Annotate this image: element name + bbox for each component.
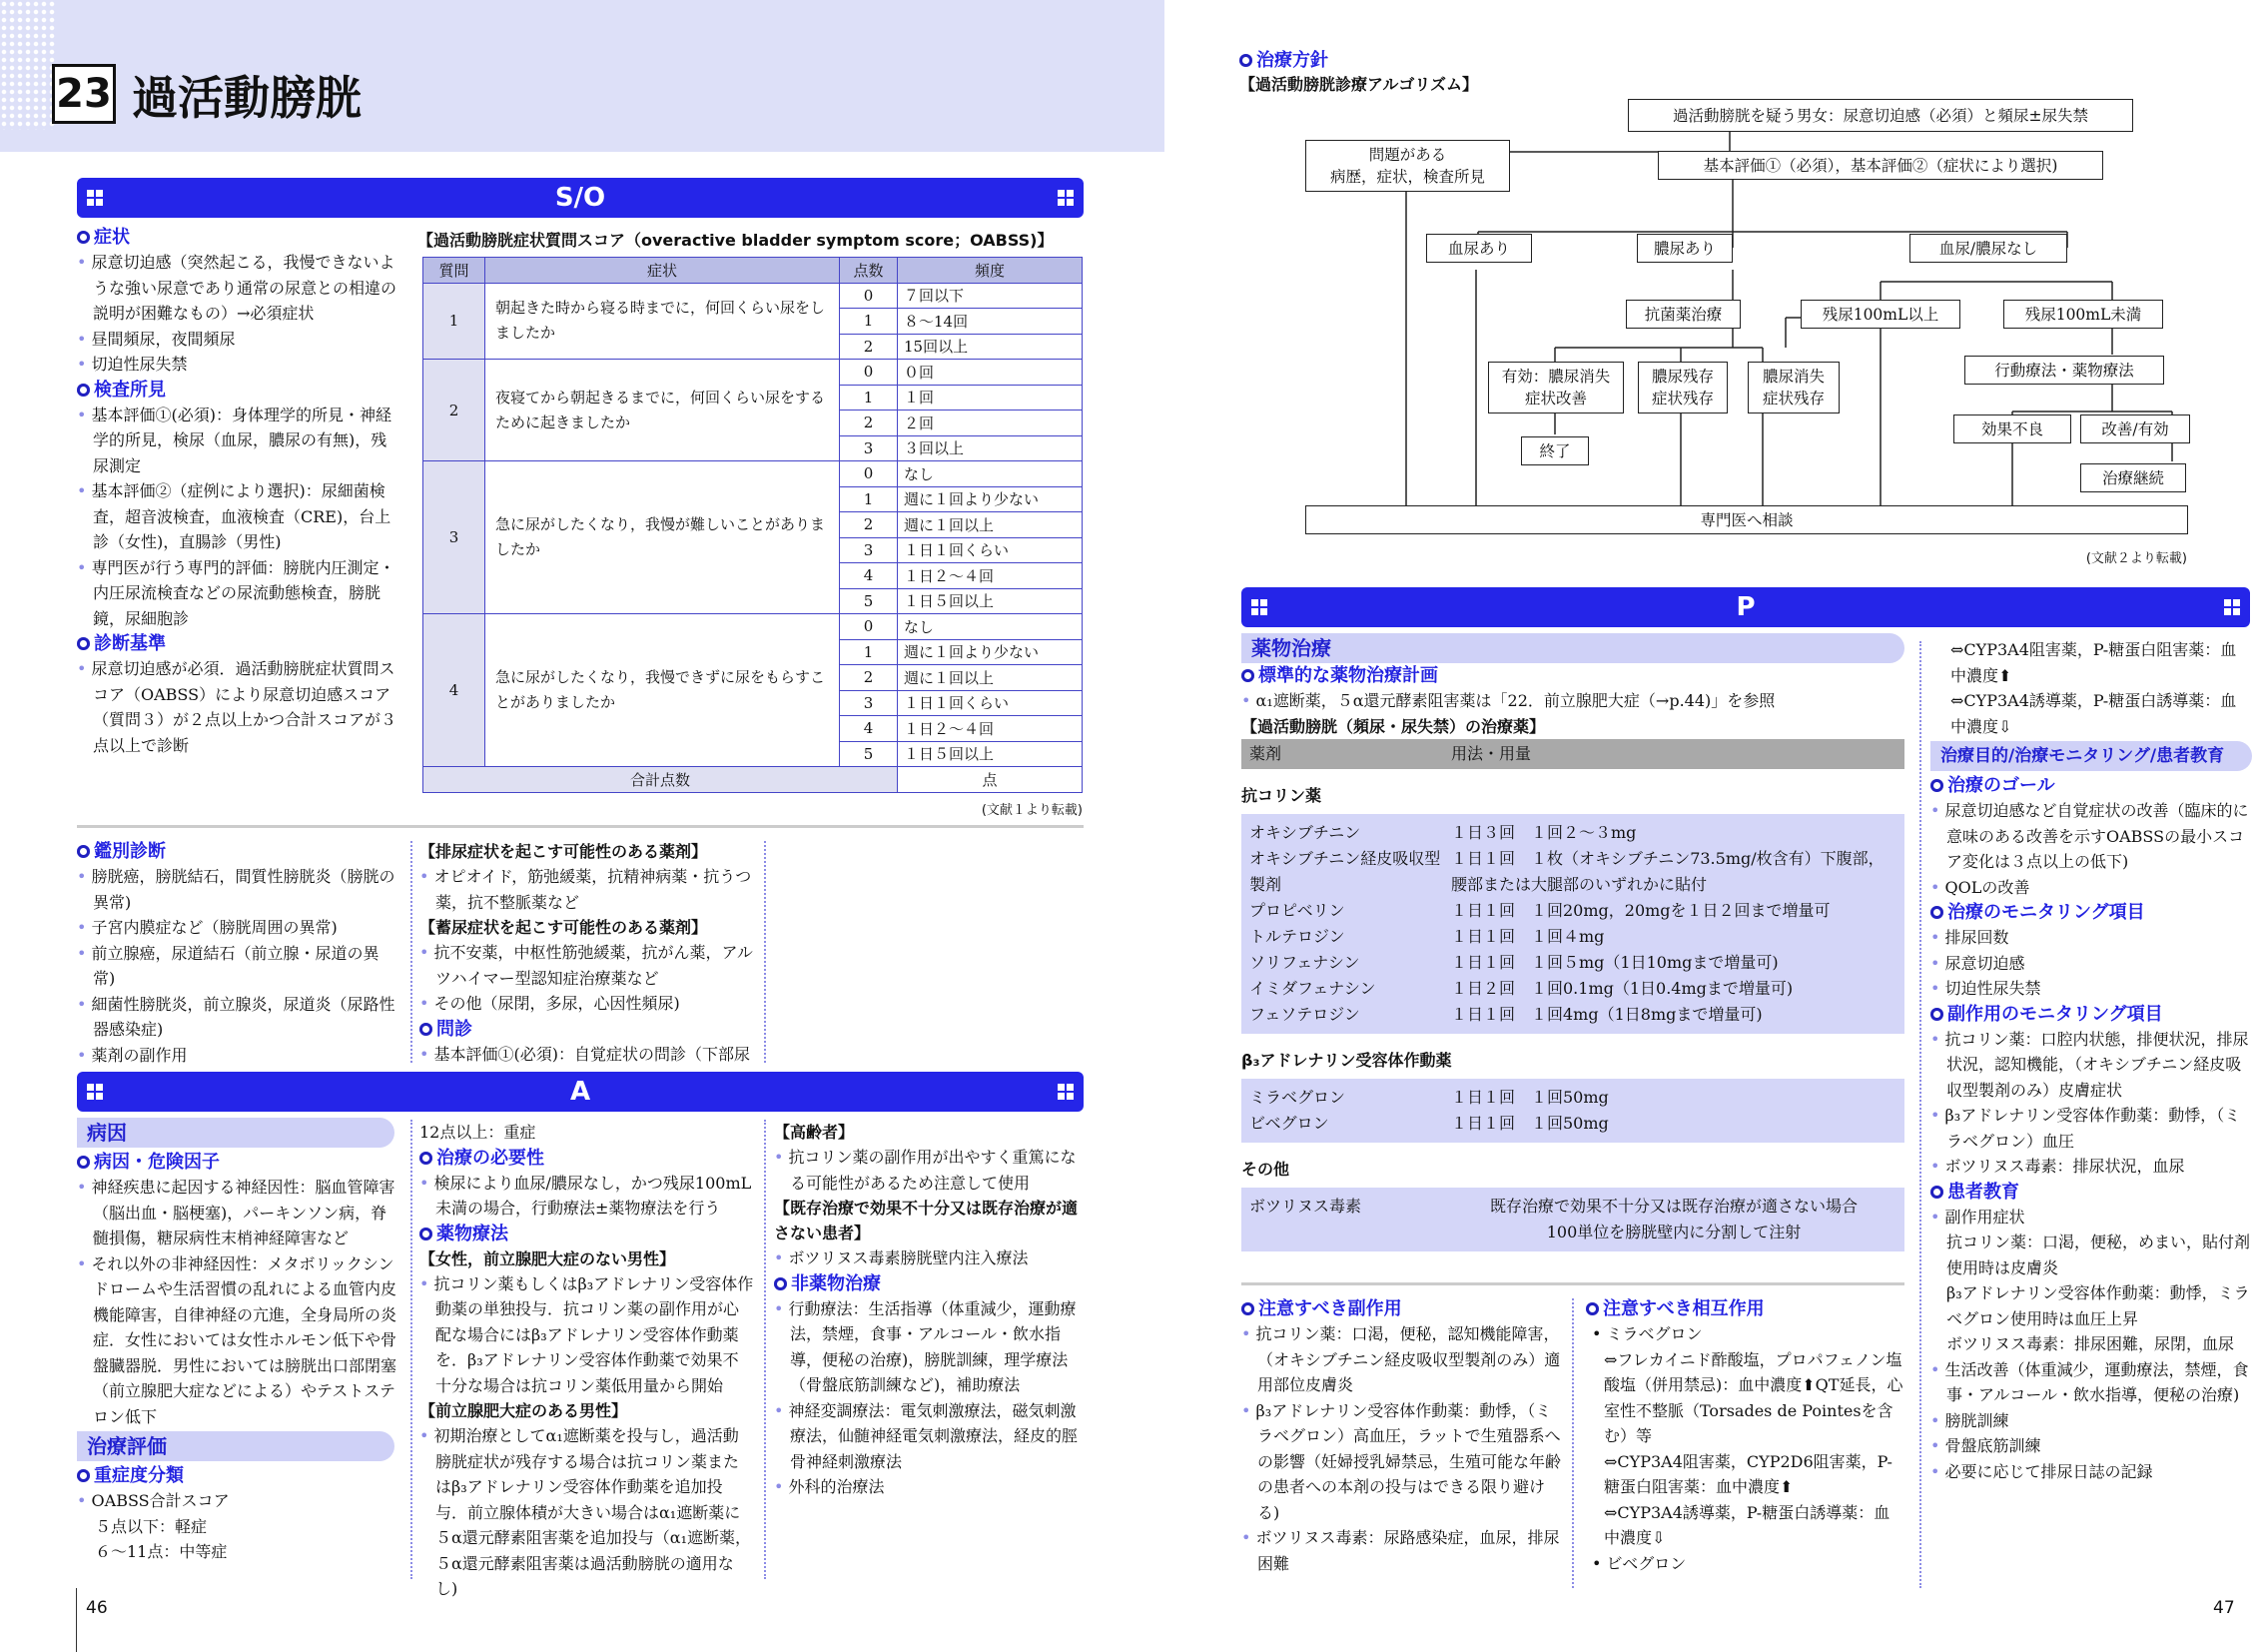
need-list — [419, 1171, 754, 1222]
drug-group — [1241, 1079, 1904, 1143]
adverse-heading: 注意すべき副作用 — [1241, 1296, 1561, 1321]
banner-a: A — [77, 1072, 1084, 1112]
drug-name: フェソテロジン — [1249, 1005, 1360, 1024]
need-heading: 治療の必要性 — [419, 1146, 754, 1171]
list-item: • 膀胱訓練 — [1930, 1408, 2252, 1434]
banner-p: P — [1241, 587, 2250, 627]
drug-table — [1241, 739, 1904, 1251]
col-rule — [410, 1120, 412, 1579]
oabss-score: 4 — [840, 716, 898, 742]
list-item: • 昼間頻尿，夜間頻尿 — [77, 327, 396, 353]
flow-hematuria: 血尿あり — [1426, 234, 1532, 263]
severity-line: 12点以上：重症 — [419, 1123, 536, 1142]
list-item: • 尿意切迫感 — [1930, 951, 2252, 977]
drug-dose: １日２回 １回0.1mg（1日0.4mgまで増量可) — [1451, 979, 1794, 998]
list-item: • 切迫性尿失禁 — [77, 352, 396, 378]
interaction-line: ⇔CYP3A4誘導薬，P-糖蛋白誘導薬：血中濃度⇩ — [1604, 1502, 1890, 1547]
severity-line: ６～11点：中等症 — [95, 1542, 228, 1561]
edu-list — [1930, 1357, 2252, 1485]
drug-name: オキシブチニン経皮吸収型製剤 — [1249, 849, 1441, 894]
oabss-score: 0 — [840, 461, 898, 487]
storage-drug-list — [419, 940, 754, 1017]
oabss-row — [423, 614, 1083, 640]
list-item: • ボツリヌス毒素膀胱壁内注入療法 — [774, 1245, 1084, 1271]
interaction-line: • ミラベグロン — [1592, 1324, 1703, 1343]
pharm-sub1: 【女性，前立腺肥大症のない男性】 — [419, 1248, 676, 1268]
oabss-question-text: 朝起きた時から寝る時までに，何回くらい尿をしましたか — [485, 283, 840, 360]
drug-group-heading: その他 — [1241, 1160, 1290, 1179]
list-item: • 基本評価①(必須)：身体理学的所見・神経学的所見，検尿（血尿，膿尿の有無)，残尿測定 — [77, 403, 396, 479]
flow-improve: 改善/有効 — [2080, 414, 2190, 443]
list-item: • 専門医が行う専門的評価：膀胱内圧測定・内圧尿流検査などの尿流動態検査，膀胱鏡，尿細胞診 — [77, 555, 396, 632]
p-right-col — [1930, 637, 2252, 1484]
interaction-col — [1586, 1296, 1905, 1576]
diff-heading: 鑑別診断 — [77, 839, 396, 864]
oabss-score: 5 — [840, 588, 898, 614]
interaction-line: ⇔CYP3A4誘導薬，P-糖蛋白誘導薬：血中濃度⇩ — [1950, 691, 2237, 736]
oabss-source: (文献１より転載) — [981, 803, 1083, 818]
algorithm-source: (文献２より転載) — [2085, 551, 2187, 566]
a-col2 — [419, 1120, 754, 1602]
oabss-question-no: 4 — [423, 614, 485, 767]
list-item: • β₃アドレナリン受容体作動薬：動悸，（ミラベグロン）高血圧，ラットで生殖器系への影響（妊婦授乳婦禁忌，生殖可能な年齢の患者への本剤の投与はできる限り避ける) — [1241, 1398, 1561, 1526]
list-item: • 切迫性尿失禁 — [1930, 976, 2252, 1002]
drug-name: トルテロジン — [1249, 927, 1345, 946]
criteria-heading: 診断基準 — [77, 631, 396, 656]
oabss-score: 3 — [840, 435, 898, 461]
oabss-frequency: １回 — [898, 385, 1083, 411]
oabss-score: 3 — [840, 690, 898, 716]
interview-cont-col — [774, 839, 1084, 1065]
plan-list — [1241, 688, 1904, 714]
elderly-list — [774, 1145, 1084, 1196]
oabss-frequency: １日１回くらい — [898, 690, 1083, 716]
oabss-total-label: 合計点数 — [423, 767, 898, 793]
flow-none: 血尿/膿尿なし — [1909, 234, 2067, 263]
drug-dose: １日１回 １回５mg（1日10mgまで増量可) — [1451, 953, 1779, 972]
a-col3 — [774, 1120, 1084, 1500]
nonpharm-heading: 非薬物治療 — [774, 1271, 1084, 1296]
oabss-row — [423, 461, 1083, 487]
interaction-line: ⇔フレカイニド酢酸塩，プロパフェノン塩酸塩（併用禁忌)：血中濃度⬆QT延長，心室性不整脈（Torsades de Pointesを含む）等 — [1604, 1349, 1903, 1445]
list-item: • 抗コリン薬もしくはβ₃アドレナリン受容体作動薬の単独投与．抗コリン薬の副作用が心配な場合にはβ₃アドレナリン受容体作動薬を．β₃アドレナリン受容体作動薬で効果不十分な場合は抗コリン薬低用量から開始 — [419, 1271, 754, 1399]
drug-group — [1241, 814, 1904, 1034]
list-item: • 行動療法：生活指導（体重減少，運動療法，禁煙，食事・アルコール・飲水指導，便秘の治療)，膀胱訓練，理学療法（骨盤底筋訓練など)，補助療法 — [774, 1296, 1084, 1398]
oabss-frequency: 週に１回より少ない — [898, 639, 1083, 665]
oabss-frequency: １日２～４回 — [898, 563, 1083, 589]
oabss-frequency: 週に１回より少ない — [898, 486, 1083, 512]
criteria-list — [77, 656, 396, 758]
severity-line: • OABSS合計スコア — [77, 1488, 396, 1514]
diff-col — [77, 839, 396, 1068]
flow-residual-low: 残尿100mL未満 — [2003, 300, 2163, 329]
drug-row — [1241, 976, 1904, 1002]
monitor-list — [1930, 925, 2252, 1002]
flow-pyuria-gone: 膿尿消失 症状残存 — [1748, 362, 1840, 413]
page-number-right: 47 — [2213, 1598, 2235, 1618]
drug-pill: 薬物治療 — [1241, 633, 1904, 663]
a-col1 — [77, 1118, 396, 1565]
nonpharm-list — [774, 1296, 1084, 1500]
pharm-sub2: 【前立腺肥大症のある男性】 — [419, 1401, 628, 1420]
oabss-score: 1 — [840, 309, 898, 335]
list-item: • 尿意切迫感など自覚症状の改善（臨床的に意味のある改善を示すOABSSの最小スコア変化は３点以上の低下) — [1930, 798, 2252, 875]
flow-poor: 効果不良 — [1953, 414, 2071, 443]
drug-row — [1241, 820, 1904, 846]
adverse-col — [1241, 1296, 1561, 1576]
list-item: • 尿意切迫感（突然起こる，我慢できないような強い尿意であり通常の尿意との相違の説明が困難なもの）→必須症状 — [77, 250, 396, 327]
symptoms-list — [77, 250, 396, 378]
oabss-frequency: 週に１回以上 — [898, 665, 1083, 691]
drug-name: ミラベグロン — [1249, 1088, 1346, 1107]
oabss-frequency: １日１回くらい — [898, 537, 1083, 563]
oabss-question-no: 1 — [423, 283, 485, 360]
list-item: • 排尿回数 — [1930, 925, 2252, 951]
oabss-question-text: 急に尿がしたくなり，我慢が難しいことがありましたか — [485, 461, 840, 614]
oabss-score: 0 — [840, 283, 898, 309]
list-item: • QOLの改善 — [1930, 875, 2252, 901]
chapter-number: 23 — [52, 64, 116, 124]
interaction-heading: 注意すべき相互作用 — [1586, 1296, 1905, 1321]
list-item: • 初期治療としてα₁遮断薬を投与し，過活動膀胱症状が残存する場合は抗コリン薬またはβ₃アドレナリン受容体作動薬を追加投与．前立腺体積が大きい場合はα₁遮断薬に５α還元酵素阻害薬を追加投与（α₁遮断薬，５α還元酵素阻害薬は過活動膀胱の適用なし) — [419, 1423, 754, 1602]
list-item: • 抗コリン薬の副作用が出やすく重篤になる可能性があるため注意して使用 — [774, 1145, 1084, 1196]
oabss-frequency: ２回 — [898, 411, 1083, 436]
eval-pill: 治療評価 — [77, 1431, 394, 1461]
flow-end: 終了 — [1521, 436, 1589, 465]
refractory-heading: 【既存治療で効果不十分又は既存治療が適さない患者】 — [774, 1199, 1079, 1242]
policy-heading: 治療方針 — [1239, 48, 1328, 73]
list-item: • 基本評価①(必須)：自覚症状の問診（下部尿 — [419, 1042, 754, 1066]
pharm-list2 — [419, 1423, 754, 1602]
drug-group — [1241, 1188, 1904, 1251]
drug-row — [1241, 898, 1904, 924]
drug-row — [1241, 846, 1904, 898]
adverse-list — [1241, 1321, 1561, 1576]
pharm-list1 — [419, 1271, 754, 1399]
flow-residual-high: 残尿100mL以上 — [1801, 300, 1960, 329]
list-item: • 外科的治療法 — [774, 1474, 1084, 1500]
list-item: • 子宮内膜症など（膀胱周囲の異常) — [77, 915, 396, 941]
col-rule — [1572, 1298, 1574, 1588]
drug-name: ソリフェナシン — [1249, 953, 1360, 972]
oabss-frequency: １日２～４回 — [898, 716, 1083, 742]
oabss-frequency: ０回 — [898, 360, 1083, 386]
oabss-row — [423, 360, 1083, 386]
drug-name: ボツリヌス毒素 — [1249, 1197, 1362, 1216]
goal-pill: 治療目的/治療モニタリング/患者教育 — [1930, 741, 2252, 771]
banner-so: S/O — [77, 178, 1084, 218]
oabss-row — [423, 283, 1083, 309]
oabss-col-symptom: 症状 — [485, 258, 840, 284]
urination-drug-heading: 【排尿症状を起こす可能性のある薬剤】 — [419, 842, 708, 861]
drug-name: オキシブチニン — [1249, 823, 1361, 842]
drug-dose: １日３回 １回２～３mg — [1451, 823, 1637, 842]
drug-effect-col — [419, 839, 754, 1065]
storage-drug-heading: 【蓄尿症状を起こす可能性のある薬剤】 — [419, 918, 708, 937]
dose-col: 用法・用量 — [1451, 744, 1532, 763]
col-rule — [1919, 641, 1921, 1588]
oabss-frequency: なし — [898, 614, 1083, 640]
list-item: • β₃アドレナリン受容体作動薬：動悸，（ミラベグロン）血圧 — [1930, 1103, 2252, 1154]
list-item: • オピオイド，筋弛緩薬，抗精神病薬・抗うつ薬，抗不整脈薬など — [419, 864, 754, 915]
pharm-heading: 薬物療法 — [419, 1222, 754, 1246]
goal-heading: 治療のゴール — [1930, 773, 2252, 798]
drug-row — [1241, 1194, 1904, 1245]
col-rule — [764, 841, 766, 1063]
oabss-frequency: ８～14回 — [898, 309, 1083, 335]
exam-list — [77, 403, 396, 632]
flow-antibiotic: 抗菌薬治療 — [1626, 300, 1741, 329]
list-item: • 神経変調療法：電気刺激療法，磁気刺激療法，仙髄神経電気刺激療法，経皮的脛骨神経刺激療法 — [774, 1398, 1084, 1475]
interaction-line: ⇔CYP3A4阻害薬，CYP2D6阻害薬，P-糖蛋白阻害薬：血中濃度⬆ — [1604, 1451, 1892, 1496]
elderly-heading: 【高齢者】 — [774, 1123, 855, 1142]
severity-heading: 重症度分類 — [77, 1463, 396, 1488]
etiology-pill: 病因 — [77, 1118, 394, 1148]
list-item: • 薬剤の副作用 — [77, 1043, 396, 1069]
flow-pyuria: 膿尿あり — [1637, 234, 1733, 263]
list-item: • それ以外の非神経因性：メタボリックシンドロームや生活習慣の乱れによる血管内皮機能障害，自律神経の亢進，全身局所の炎症．女性においては女性ホルモン低下や骨盤臓器脱．男性においては膀胱出口部閉塞（前立腺肥大症などによる）やテストステロン低下 — [77, 1251, 396, 1430]
flow-pyuria-left: 膿尿残存 症状残存 — [1638, 362, 1728, 413]
list-item: • 基本評価②（症例により選択)：尿細菌検査，超音波検査，血液検査（CRE)，台上診（女性)，直腸診（男性) — [77, 478, 396, 555]
list-item: • 尿意切迫感が必須．過活動膀胱症状質問スコア（OABSS）により尿意切迫感スコア（質問３）が２点以上かつ合計スコアが３点以上で診断 — [77, 656, 396, 758]
flow-basic: 基本評価①（必須），基本評価②（症状により選択) — [1658, 151, 2103, 180]
drug-name: ビベグロン — [1249, 1114, 1329, 1133]
flow-specialist: 専門医へ相談 — [1305, 505, 2188, 534]
so-left-col — [77, 225, 396, 758]
page-title: 過活動膀胱 — [132, 71, 362, 125]
oabss-total-unit: 点 — [898, 767, 1083, 793]
oabss-score: 4 — [840, 563, 898, 589]
oabss-score: 3 — [840, 537, 898, 563]
edu-heading: 患者教育 — [1930, 1180, 2252, 1205]
list-item: • ボツリヌス毒素：排尿状況，血尿 — [1930, 1154, 2252, 1180]
interview-heading: 問診 — [419, 1017, 754, 1042]
severity-line: ５点以下：軽症 — [95, 1516, 208, 1536]
oabss-title: 【過活動膀胱症状質問スコア（overactive bladder symptom score；OABSS)】 — [417, 231, 1054, 250]
interaction-line: ⇔CYP3A4阻害薬，P-糖蛋白阻害薬：血中濃度⬆ — [1950, 640, 2237, 685]
oabss-frequency: １日５回以上 — [898, 588, 1083, 614]
p-divider — [1241, 1282, 1904, 1285]
oabss-question-no: 3 — [423, 461, 485, 614]
interaction-line: • ビベグロン — [1592, 1553, 1687, 1573]
oabss-score: 1 — [840, 486, 898, 512]
oabss-col-question: 質問 — [423, 258, 485, 284]
drug-group-heading: 抗コリン薬 — [1241, 786, 1322, 805]
oabss-score: 2 — [840, 411, 898, 436]
drug-col: 薬剤 — [1249, 744, 1282, 763]
list-item: • その他（尿閉，多尿，心因性頻尿) — [419, 991, 754, 1017]
oabss-frequency: １日５回以上 — [898, 741, 1083, 767]
drug-table-title: 【過活動膀胱（頻尿・尿失禁）の治療薬】 — [1241, 716, 1546, 736]
oabss-table — [422, 257, 1083, 793]
drug-name: プロピベリン — [1249, 901, 1345, 920]
list-item: • 膀胱癌，膀胱結石，間質性膀胱炎（膀胱の異常) — [77, 864, 396, 915]
oabss-score: 2 — [840, 512, 898, 538]
oabss-score: 5 — [840, 741, 898, 767]
list-item: • α₁遮断薬，５α還元酵素阻害薬は「22．前立腺肥大症（→p.44)」を参照 — [1241, 688, 1904, 714]
drug-table-header — [1241, 739, 1904, 769]
list-item: • 抗不安薬，中枢性筋弛緩薬，抗がん薬，アルツハイマー型認知症治療薬など — [419, 940, 754, 991]
list-item: • 細菌性膀胱炎，前立腺炎，尿道炎（尿路性器感染症) — [77, 992, 396, 1043]
oabss-frequency: ７回以下 — [898, 283, 1083, 309]
drug-dose: １日１回 １回50mg — [1451, 1114, 1609, 1133]
col-rule — [764, 1120, 766, 1579]
drug-dose: 既存治療で効果不十分又は既存治療が適さない場合 100単位を膀胱壁内に分割して注射 — [1489, 1197, 1858, 1241]
drug-row — [1241, 924, 1904, 950]
sidemon-list — [1930, 1027, 2252, 1180]
drug-name: イミダフェナシン — [1249, 979, 1376, 998]
plan-heading: 標準的な薬物治療計画 — [1241, 663, 1904, 688]
interview-list — [419, 1042, 754, 1066]
risk-list — [77, 1175, 396, 1429]
drug-row — [1241, 1085, 1904, 1111]
drug-dose: １日１回 １枚（オキシブチニン73.5mg/枚含有）下腹部，腰部または大腿部のいずれかに貼付 — [1451, 849, 1885, 894]
risk-heading: 病因・危険因子 — [77, 1150, 396, 1175]
monitor-heading: 治療のモニタリング項目 — [1930, 900, 2252, 925]
oabss-score: 1 — [840, 385, 898, 411]
drug-row — [1241, 1111, 1904, 1137]
oabss-question-text: 急に尿がしたくなり，我慢できずに尿をもらすことがありましたか — [485, 614, 840, 767]
col-rule — [410, 841, 412, 1063]
oabss-score: 2 — [840, 665, 898, 691]
policy-sub: 【過活動膀胱診療アルゴリズム】 — [1239, 75, 1479, 94]
list-item: • 必要に応じて排尿日誌の記録 — [1930, 1459, 2252, 1485]
goal-list — [1930, 798, 2252, 900]
p-main — [1241, 633, 1904, 739]
drug-dose: １日１回 １回20mg，20mgを１日２回まで増量可 — [1451, 901, 1831, 920]
refractory-list — [774, 1245, 1084, 1271]
diff-list — [77, 864, 396, 1068]
oabss-frequency: ３回以上 — [898, 435, 1083, 461]
drug-group-heading: β₃アドレナリン受容体作動薬 — [1241, 1051, 1452, 1070]
flow-top: 過活動膀胱を疑う男女：尿意切迫感（必須）と頻尿±尿失禁 — [1628, 99, 2133, 132]
page-number-left: 46 — [86, 1598, 108, 1618]
oabss-frequency: 週に１回以上 — [898, 512, 1083, 538]
edu-line: • 副作用症状 — [1930, 1205, 2252, 1231]
oabss-score: 0 — [840, 614, 898, 640]
symptoms-heading: 症状 — [77, 225, 396, 250]
drug-dose: １日１回 １回４mg — [1451, 927, 1605, 946]
drug-row — [1241, 950, 1904, 976]
oabss-col-score: 点数 — [840, 258, 898, 284]
flow-effective: 有効：膿尿消失 症状改善 — [1488, 362, 1624, 413]
flow-behavior: 行動療法・薬物療法 — [1964, 356, 2164, 385]
list-item: • 生活改善（体重減少，運動療法，禁煙，食事・アルコール・飲水指導，便秘の治療) — [1930, 1357, 2252, 1408]
oabss-score: 0 — [840, 360, 898, 386]
drug-row — [1241, 1002, 1904, 1028]
oabss-score: 2 — [840, 334, 898, 360]
list-item: • 抗コリン薬：口腔内状態，排便状況，排尿状況，認知機能，（オキシブチニン経皮吸収型製剤のみ）皮膚症状 — [1930, 1027, 2252, 1104]
list-item: • 神経疾患に起因する神経因性：脳血管障害（脳出血・脳梗塞)，パーキンソン病，脊髄損傷，糖尿病性末梢神経障害など — [77, 1175, 396, 1251]
oabss-question-no: 2 — [423, 360, 485, 461]
list-item: • ボツリヌス毒素：尿路感染症，血尿，排尿困難 — [1241, 1525, 1561, 1576]
left-footer-rule — [76, 1588, 77, 1652]
sidemon-heading: 副作用のモニタリング項目 — [1930, 1002, 2252, 1027]
exam-heading: 検査所見 — [77, 378, 396, 403]
oabss-col-frequency: 頻度 — [898, 258, 1083, 284]
oabss-frequency: 15回以上 — [898, 334, 1083, 360]
drug-dose: １日１回 １回4mg（1日8mgまで増量可) — [1451, 1005, 1763, 1024]
list-item: • 前立腺癌，尿道結石（前立腺・尿道の異常) — [77, 941, 396, 992]
oabss-frequency: なし — [898, 461, 1083, 487]
edu-line: 抗コリン薬：口渇，便秘，めまい，貼付剤使用時は皮膚炎 — [1946, 1233, 2251, 1277]
oabss-score: 1 — [840, 639, 898, 665]
edu-line: β₃アドレナリン受容体作動薬：動悸，ミラベグロン使用時は血圧上昇 — [1946, 1283, 2250, 1328]
list-item: • 検尿により血尿/膿尿なし，かつ残尿100mL未満の場合，行動療法±薬物療法を行う — [419, 1171, 754, 1222]
flow-problem: 問題がある 病歴，症状，検査所見 — [1305, 140, 1510, 192]
flow-continue: 治療継続 — [2080, 463, 2186, 492]
drug-dose: １日１回 １回50mg — [1451, 1088, 1609, 1107]
list-item: • 抗コリン薬：口渇，便秘，認知機能障害，（オキシブチニン経皮吸収型製剤のみ）適用部位皮膚炎 — [1241, 1321, 1561, 1398]
so-divider — [77, 825, 1084, 828]
edu-line: ボツリヌス毒素：排尿困難，尿閉，血尿 — [1946, 1334, 2235, 1353]
list-item: • 骨盤底筋訓練 — [1930, 1433, 2252, 1459]
urination-drug-list — [419, 864, 754, 915]
header-dots — [0, 0, 55, 130]
oabss-question-text: 夜寝てから朝起きるまでに，何回くらい尿をするために起きましたか — [485, 360, 840, 461]
